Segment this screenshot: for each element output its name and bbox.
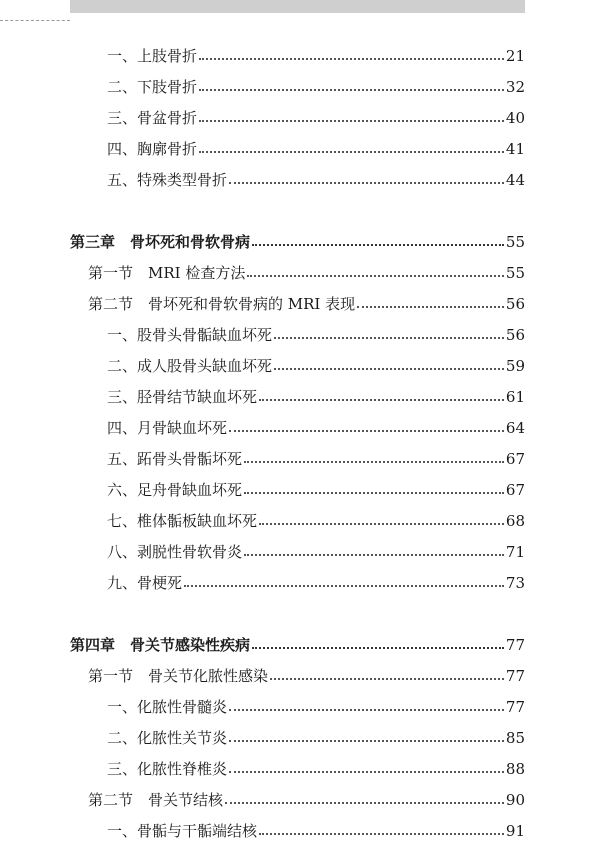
toc-chapter-entry[interactable]	[70, 228, 525, 252]
toc-entry[interactable]	[107, 724, 525, 748]
toc-entry[interactable]	[107, 352, 525, 376]
dot-leader	[229, 182, 504, 184]
toc-section-entry[interactable]	[88, 662, 525, 686]
toc-page-number: 77	[505, 636, 525, 654]
toc-page-number: 73	[505, 574, 525, 592]
toc-page-number: 77	[505, 667, 525, 685]
toc-entry[interactable]	[107, 383, 525, 407]
dot-leader	[357, 306, 504, 308]
dot-leader	[274, 368, 504, 370]
toc-entry[interactable]	[107, 135, 525, 159]
dot-leader	[199, 58, 504, 60]
toc-entry[interactable]	[107, 166, 525, 190]
dot-leader	[244, 461, 504, 463]
toc-entry[interactable]	[107, 538, 525, 562]
toc-section-entry[interactable]	[88, 290, 525, 314]
toc-entry-title: 第二节 骨关节结核	[88, 791, 224, 809]
toc-page-number: 41	[505, 140, 525, 158]
dot-leader	[252, 244, 504, 246]
dot-leader	[229, 771, 504, 773]
toc-page-number: 85	[505, 729, 525, 747]
toc-entry-title: 第三章 骨坏死和骨软骨病	[70, 233, 251, 251]
toc-page-number: 91	[505, 822, 525, 840]
toc-page-number: 67	[505, 450, 525, 468]
toc-entry[interactable]	[107, 817, 525, 841]
dot-leader	[199, 151, 504, 153]
toc-page-number: 59	[505, 357, 525, 375]
toc-entry-title: 一、上肢骨折	[107, 47, 198, 65]
toc-entry[interactable]	[107, 73, 525, 97]
toc-entry[interactable]	[107, 104, 525, 128]
toc-entry-title: 三、骨盆骨折	[107, 109, 198, 127]
toc-section-entry[interactable]	[88, 786, 525, 810]
toc-page-number: 88	[505, 760, 525, 778]
toc-chapter-entry[interactable]	[70, 631, 525, 655]
dot-leader	[259, 833, 504, 835]
toc-entry-title: 九、骨梗死	[107, 574, 183, 592]
toc-entry-title: 七、椎体骺板缺血坏死	[107, 512, 258, 530]
dot-leader	[247, 275, 504, 277]
toc-entry-title: 第二节 骨坏死和骨软骨病的 MRI 表现	[88, 295, 356, 313]
toc-entry-title: 四、月骨缺血坏死	[107, 419, 228, 437]
toc-entry-title: 第一节 骨关节化脓性感染	[88, 667, 269, 685]
toc-entry-title: 二、下肢骨折	[107, 78, 198, 96]
toc-page-number: 56	[505, 295, 525, 313]
toc-page-number: 55	[505, 233, 525, 251]
toc-entry-title: 五、跖骨头骨骺坏死	[107, 450, 243, 468]
toc-entry[interactable]	[107, 414, 525, 438]
dot-leader	[199, 89, 504, 91]
dot-leader	[229, 740, 504, 742]
toc-page-number: 32	[505, 78, 525, 96]
toc-entry[interactable]	[107, 476, 525, 500]
dot-leader	[229, 430, 504, 432]
toc-page-number: 21	[505, 47, 525, 65]
toc-page-number: 61	[505, 388, 525, 406]
toc-page-number: 68	[505, 512, 525, 530]
toc-page-number: 90	[505, 791, 525, 809]
toc-entry-title: 三、胫骨结节缺血坏死	[107, 388, 258, 406]
toc-entry-title: 三、化脓性脊椎炎	[107, 760, 228, 778]
toc-entry[interactable]	[107, 569, 525, 593]
toc-page-number: 56	[505, 326, 525, 344]
toc-entry[interactable]	[107, 445, 525, 469]
toc-page-number: 71	[505, 543, 525, 561]
toc-entry-title: 一、化脓性骨髓炎	[107, 698, 228, 716]
header-dashed-rule	[0, 20, 70, 21]
dot-leader	[225, 802, 504, 804]
toc-page-number: 77	[505, 698, 525, 716]
toc-entry[interactable]	[107, 507, 525, 531]
dot-leader	[184, 585, 504, 587]
toc-entry-title: 六、足舟骨缺血坏死	[107, 481, 243, 499]
toc-entry-title: 八、剥脱性骨软骨炎	[107, 543, 243, 561]
dot-leader	[252, 647, 504, 649]
dot-leader	[259, 523, 504, 525]
toc-entry[interactable]	[107, 321, 525, 345]
dot-leader	[244, 492, 504, 494]
toc-page-number: 55	[505, 264, 525, 282]
toc-page-number: 44	[505, 171, 525, 189]
toc-page-number: 67	[505, 481, 525, 499]
dot-leader	[229, 709, 504, 711]
toc-entry-title: 二、化脓性关节炎	[107, 729, 228, 747]
dot-leader	[259, 399, 504, 401]
dot-leader	[199, 120, 504, 122]
dot-leader	[274, 337, 504, 339]
dot-leader	[270, 678, 504, 680]
toc-page-number: 64	[505, 419, 525, 437]
toc-section-entry[interactable]	[88, 259, 525, 283]
toc-entry-title: 第一节 MRI 检查方法	[88, 264, 246, 282]
toc-entry[interactable]	[107, 755, 525, 779]
toc-entry-title: 二、成人股骨头缺血坏死	[107, 357, 273, 375]
toc-entry-title: 一、骨骺与干骺端结核	[107, 822, 258, 840]
toc-page-number: 40	[505, 109, 525, 127]
toc-entry[interactable]	[107, 693, 525, 717]
toc-entry-title: 五、特殊类型骨折	[107, 171, 228, 189]
header-gray-band	[70, 0, 525, 13]
toc-entry-title: 四、胸廓骨折	[107, 140, 198, 158]
toc-entry-title: 第四章 骨关节感染性疾病	[70, 636, 251, 654]
dot-leader	[244, 554, 504, 556]
toc-entry[interactable]	[107, 42, 525, 66]
toc-entry-title: 一、股骨头骨骺缺血坏死	[107, 326, 273, 344]
